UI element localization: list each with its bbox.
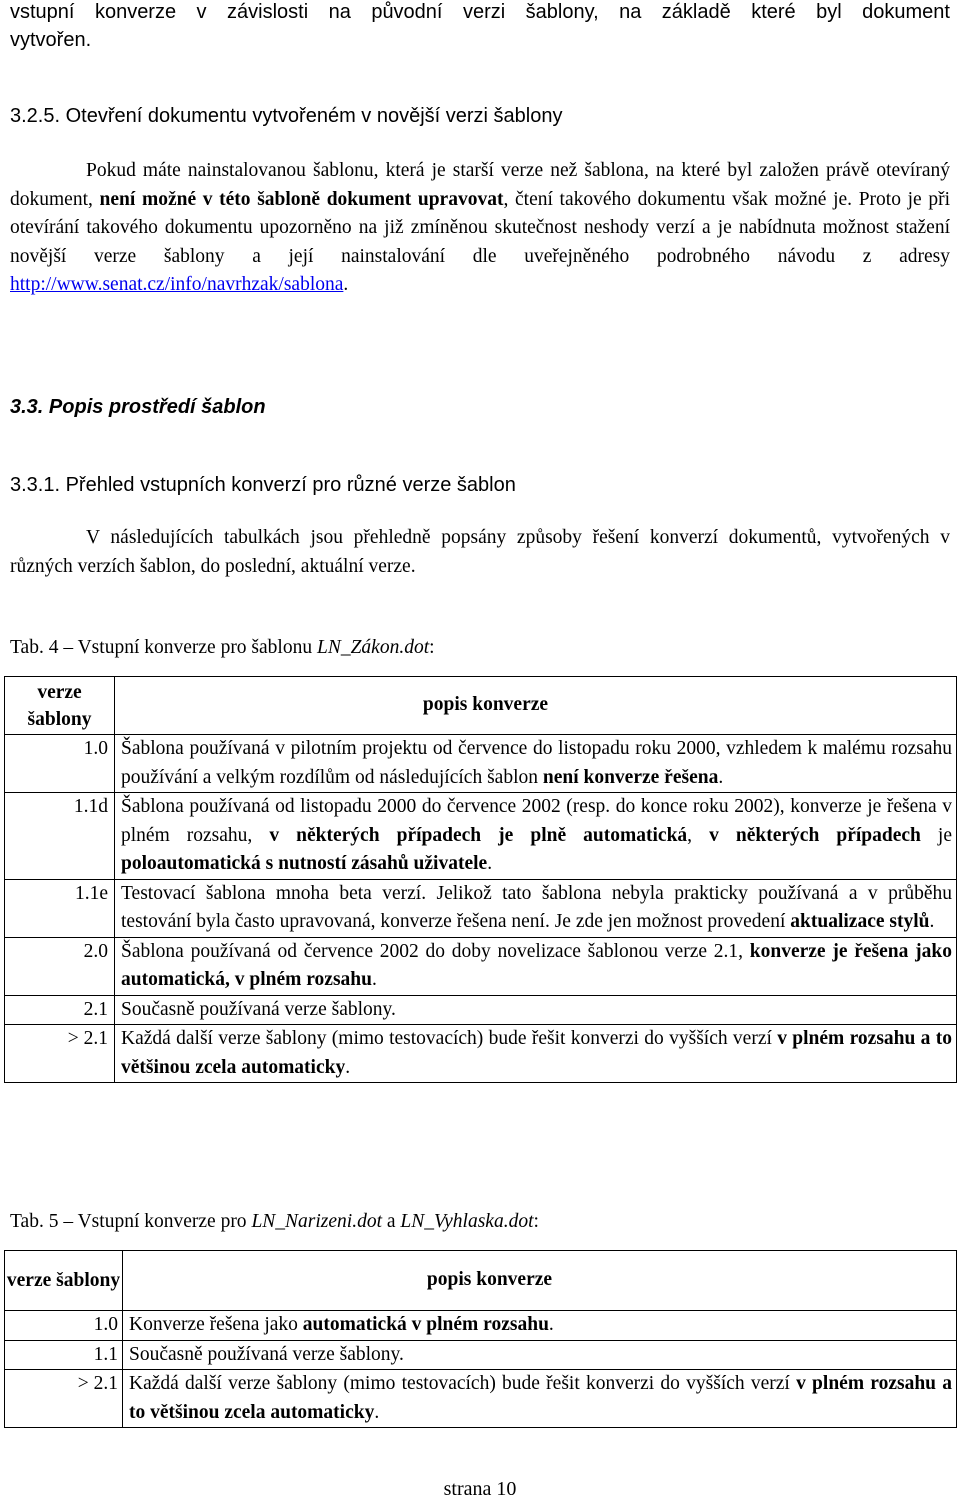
table5-version-cell: > 2.1 — [5, 1370, 123, 1428]
row-text: Šablona používaná od listopadu 2000 do července 2002 (resp. do konce roku 2002), konverze je řešena v plném rozsahu, — [121, 796, 952, 846]
section-33-heading: 3.3. Popis prostředí šablon — [10, 396, 266, 418]
table4-version-cell: 2.1 — [5, 995, 115, 1025]
table4-caption-text: Tab. 4 – Vstupní konverze pro šablonu — [10, 637, 317, 658]
table-row — [5, 1370, 957, 1428]
table4-caption — [10, 634, 435, 663]
row-text: . — [487, 853, 493, 874]
intro-line-1: vstupní konverze v závislosti na původní verzi šablony, na základě které byl dokument — [10, 1, 950, 23]
row-text: Každá další verze šablony (mimo testovacích) bude řešit konverzi do vyšších verzí — [121, 1028, 778, 1049]
table5-version-cell: 1.0 — [5, 1311, 123, 1341]
table4-version-cell: 2.0 — [5, 937, 115, 995]
row-text: . — [372, 969, 377, 990]
row-text: Současně používaná verze šablony. — [129, 1343, 404, 1365]
table-row — [5, 1025, 957, 1083]
table5 — [4, 1250, 957, 1428]
table4-header-desc: popis konverze — [115, 677, 957, 735]
row-bold: automatická v plném rozsahu — [302, 1314, 549, 1335]
section-331-heading: 3.3.1. Přehled vstupních konverzí pro různé verze šablon — [10, 474, 516, 496]
table5-caption-template-2: LN_Vyhlaska.dot — [400, 1211, 534, 1232]
table-row — [5, 879, 957, 937]
table5-caption-mid: a — [382, 1211, 401, 1232]
table4-desc-cell — [115, 937, 957, 995]
row-text: . — [374, 1401, 380, 1423]
table-row — [5, 735, 957, 793]
row-text: Šablona používaná od července 2002 do doby novelizace šablonou verze 2.1, — [121, 940, 750, 962]
section-325-text-c: Proto je při otevírání takového dokumentu upozorněno na již zmíněnou skutečnost neshody verzí a je nabídnuta možnost stažení novější verze šablony a její nainstalování dle uveřejněného podrobného návodu z adresy — [10, 188, 950, 267]
table5-header-row — [5, 1251, 957, 1311]
row-bold: není konverze řešena — [542, 766, 719, 788]
table4-desc-cell — [115, 995, 957, 1025]
table-row — [5, 1311, 957, 1341]
section-325-text-b: , čtení takového dokumentu však možné je. — [503, 188, 853, 210]
row-bold: v plném rozsahu a to většinou zcela automaticky — [129, 1373, 952, 1423]
section-325-paragraph — [10, 157, 950, 300]
table5-desc-cell — [123, 1311, 957, 1341]
table-row — [5, 793, 957, 880]
table5-caption — [10, 1208, 539, 1237]
row-bold: v plném rozsahu a to většinou zcela automaticky — [121, 1028, 952, 1078]
row-bold: konverze je řešena jako automatická, v plném rozsahu — [121, 940, 952, 990]
table5-header-desc: popis konverze — [123, 1251, 957, 1311]
table5-header-version: verze šablony — [5, 1251, 123, 1311]
row-text: Současně používaná verze šablony. — [121, 998, 396, 1020]
row-text: Každá další verze šablony (mimo testovacích) bude řešit konverzi do vyšších verzí — [129, 1373, 797, 1394]
table5-caption-end: : — [533, 1211, 539, 1232]
row-bold: aktualizace stylů — [790, 911, 930, 932]
table4-version-cell: 1.1d — [5, 793, 115, 880]
table4-header-version: verze šablony — [5, 677, 115, 735]
table4-version-cell: 1.0 — [5, 735, 115, 793]
section-325-bold: není možné v této šabloně dokument upravovat — [99, 188, 504, 210]
page-number: strana 10 — [443, 1478, 517, 1500]
row-text: je — [920, 824, 952, 846]
row-text: , — [687, 824, 710, 846]
table-row — [5, 937, 957, 995]
table4-header-row — [5, 677, 957, 735]
table4 — [4, 676, 957, 1083]
section-325-text-end: . — [343, 274, 349, 295]
row-text: . — [718, 766, 724, 788]
row-bold: poloautomatická s nutností zásahů uživatele — [121, 853, 488, 874]
table5-desc-cell — [123, 1370, 957, 1428]
row-text: Šablona používaná v pilotním projektu od července do listopadu roku 2000, vzhledem k malému rozsahu používání a velkým rozdílům od následujících šablon — [121, 738, 952, 788]
intro-paragraph — [10, 0, 950, 54]
table4-desc-cell — [115, 1025, 957, 1083]
row-text: . — [345, 1056, 351, 1078]
row-bold: v některých případech — [709, 824, 921, 846]
section-325-heading: 3.2.5. Otevření dokumentu vytvořeném v novější verzi šablony — [10, 105, 563, 127]
table5-caption-template-1: LN_Narizeni.dot — [251, 1211, 383, 1232]
sablona-link[interactable]: http://www.senat.cz/info/navrhzak/sablona — [10, 274, 344, 295]
table4-version-cell: 1.1e — [5, 879, 115, 937]
table4-caption-template: LN_Zákon.dot — [316, 637, 430, 658]
intro-line-2: vytvořen. — [10, 29, 92, 51]
table4-desc-cell — [115, 735, 957, 793]
table4-caption-end: : — [429, 637, 435, 658]
row-bold: v některých případech je plně automatická — [269, 824, 688, 846]
row-text: . — [548, 1314, 554, 1335]
table5-version-cell: 1.1 — [5, 1340, 123, 1370]
section-331-paragraph: V následujících tabulkách jsou přehledně popsány způsoby řešení konverzí dokumentů, vytvořených v různých verzích šablon, do poslední, aktuální verze. — [10, 527, 950, 577]
table4-desc-cell — [115, 793, 957, 880]
section-325-text-a: Pokud máte nainstalovanou šablonu, která je starší verze než šablona, na které byl založen právě otevíraný dokument, — [10, 160, 950, 210]
row-text: Testovací šablona mnoha beta verzí. Jelikož tato šablona nebyla prakticky používaná a v průběhu testování byla často upravovaná, konverze řešena není. Je zde jen možnost provedení — [121, 882, 952, 932]
table-row — [5, 1340, 957, 1370]
table5-desc-cell — [123, 1340, 957, 1370]
table4-desc-cell — [115, 879, 957, 937]
table5-caption-text: Tab. 5 – Vstupní konverze pro — [10, 1211, 252, 1232]
row-text: Konverze řešena jako — [129, 1314, 303, 1335]
table-row — [5, 995, 957, 1025]
table4-version-cell: > 2.1 — [5, 1025, 115, 1083]
row-text: . — [929, 911, 935, 932]
